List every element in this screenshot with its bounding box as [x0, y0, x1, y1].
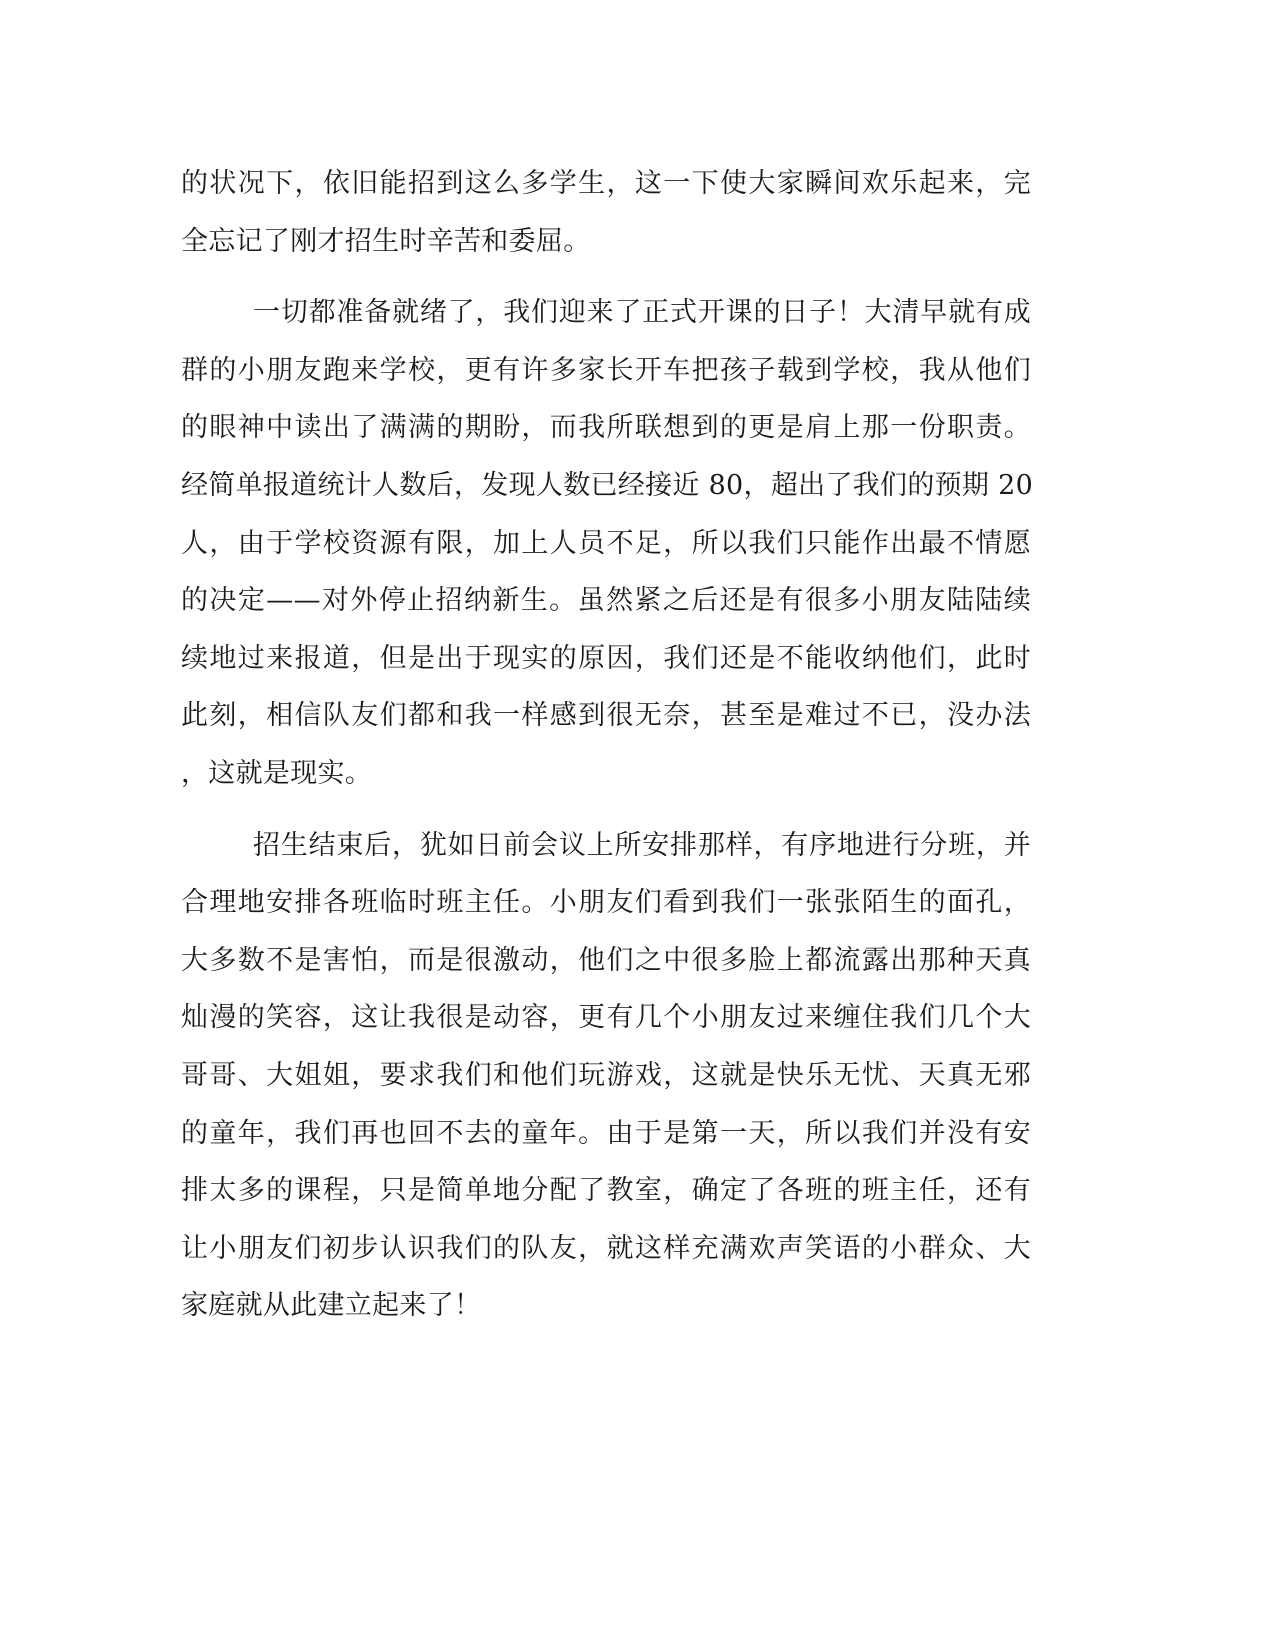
paragraph-line: 的决定——对外停止招纳新生。虽然紧之后还是有很多小朋友陆陆续 [181, 585, 1031, 617]
paragraph-2 [181, 284, 1034, 802]
paragraph-gap [181, 270, 1031, 284]
paragraph-line: 合理地安排各班临时班主任。小朋友们看到我们一张张陌生的面孔， [181, 887, 1031, 919]
paragraph-line: 群的小朋友跑来学校，更有许多家长开车把孩子载到学校，我从他们 [181, 354, 1031, 386]
paragraph-line: 的童年，我们再也回不去的童年。由于是第一天，所以我们并没有安 [181, 1117, 1031, 1149]
paragraph-line: 人，由于学校资源有限，加上人员不足，所以我们只能作出最不情愿 [181, 527, 1031, 559]
paragraph-line: 哥哥、大姐姐，要求我们和他们玩游戏，这就是快乐无忧、天真无邪 [181, 1059, 1031, 1091]
paragraph-3 [181, 817, 1031, 1335]
paragraph-line: 让小朋友们初步认识我们的队友，就这样充满欢声笑语的小群众、大 [181, 1232, 1031, 1264]
paragraph-line: 经简单报道统计人数后，发现人数已经接近 80，超出了我们的预期 20 [181, 469, 1034, 501]
paragraph-line: 一切都准备就绪了，我们迎来了正式开课的日子！大清早就有成 [253, 297, 1031, 329]
paragraph-line: 续地过来报道，但是出于现实的原因，我们还是不能收纳他们，此时 [181, 642, 1031, 674]
paragraph-line: 灿漫的笑容，这让我很是动容，更有几个小朋友过来缠住我们几个大 [181, 1002, 1031, 1034]
paragraph-line: 家庭就从此建立起来了！ [181, 1290, 482, 1322]
paragraph-line: 的状况下，依旧能招到这么多学生，这一下使大家瞬间欢乐起来，完 [181, 168, 1031, 199]
paragraph-1 [181, 155, 1031, 270]
paragraph-line: 排太多的课程，只是简单地分配了教室，确定了各班的班主任，还有 [181, 1175, 1031, 1207]
paragraph-gap [181, 803, 1031, 817]
paragraph-line: 招生结束后，犹如日前会议上所安排那样，有序地进行分班，并 [253, 829, 1031, 861]
document-body [181, 155, 1034, 1335]
paragraph-line: 的眼神中读出了满满的期盼，而我所联想到的更是肩上那一份职责。 [181, 412, 1031, 444]
paragraph-line: 全忘记了刚才招生时辛苦和委屈。 [181, 225, 591, 257]
paragraph-line: 此刻，相信队友们都和我一样感到很无奈，甚至是难过不已，没办法 [181, 700, 1031, 732]
paragraph-line: 大多数不是害怕，而是很激动，他们之中很多脸上都流露出那种天真 [181, 944, 1031, 976]
paragraph-line: ，这就是现实。 [181, 757, 373, 789]
